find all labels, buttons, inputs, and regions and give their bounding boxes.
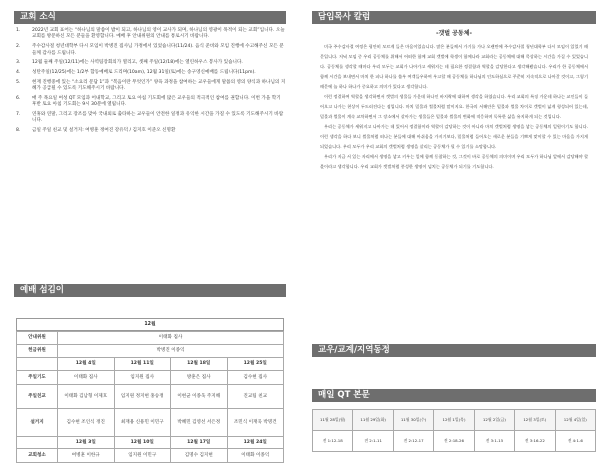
news-item-number: 7. bbox=[16, 111, 21, 117]
qt-passage: 전 4:1-6 bbox=[555, 431, 595, 452]
news-item-text: 금일 주일 친교 및 설거지: 여병훈 정여진 강유덕 / 김지호 이준오 신명환 bbox=[32, 127, 176, 133]
duty-cell: 여병훈 이한규 bbox=[58, 449, 115, 463]
date-cell: 12월 4일 bbox=[58, 358, 115, 371]
offering-row bbox=[17, 345, 284, 358]
column-paragraph: 우리가 지금 서 있는 자리에서 생명을 낳고 키우는 일에 함께 동참하는 것, 그것이 바로 공동체의 의미이며 우리 모두가 하나님 앞에서 감당해야 할 몫이라고 생각합니다. 우리 교회가 갯벌처럼 풍성한 생명이 넘치는 공동체가 되기를 기도합니다. bbox=[320, 154, 588, 169]
row-label: 주일기도 bbox=[17, 371, 58, 385]
qt-passage-row bbox=[313, 431, 596, 452]
column-title: -갯벌 공동체- bbox=[435, 30, 473, 37]
news-item bbox=[16, 44, 286, 57]
qt-passage: 전 2:1-11 bbox=[353, 431, 393, 452]
news-item bbox=[16, 128, 286, 134]
qt-passage: 전 2:12-17 bbox=[393, 431, 433, 452]
duty-cell: 김수현 조인식 정진 bbox=[58, 409, 115, 437]
news-item bbox=[16, 80, 286, 93]
news-item-number: 5. bbox=[16, 79, 21, 85]
date-cell: 12월 3일 bbox=[58, 437, 115, 449]
date-cell: 12월 18일 bbox=[171, 358, 228, 371]
news-item-number: 4. bbox=[16, 69, 21, 75]
column-paragraph: 이런 정결하여 역할을 생각하면서 갯벌의 생물들 가운데 하나인 바지락에 대하여 생각을 하였습니다. 우리 교회의 특징 가운데 하나는 교인들이 들어오고 나가는 현상이 두드러진다는 점입니다. 마치 밀물과 썰물처럼 말이지요. 한국의 서해안은 밀물과 썰물 차이로 갯벌이 넓게 형성되어 있는데, 밀물과 썰물이 계속 교차하면서 그 장소에서 살아가는 생물들은 밀물과 썰물의 변화에 적응하며 독특한 삶을 유지하게 되는 것입니다. bbox=[320, 94, 588, 119]
fellowship-row bbox=[17, 385, 284, 409]
news-item-text: 연휴와 연말, 그리고 장조를 맞아 국내외로 출타하는 교우들이 안전한 일정과 유익한 시간을 가질 수 있도록 기도해주시기 바랍니다. bbox=[32, 111, 284, 124]
news-item-number: 1. bbox=[16, 28, 21, 33]
duty-cell: 진교팀 친교 bbox=[227, 385, 284, 409]
offering-label: 헌금위원 bbox=[17, 345, 58, 358]
news-header bbox=[14, 11, 286, 24]
qt-day-row bbox=[313, 410, 596, 431]
date-row bbox=[17, 358, 284, 371]
news-item-text: 2022년 교회 표어는 “하나님의 말씀이 밥이 되고, 하나님의 영이 교사가 되며, 하나님의 영광이 목적이 되는 교회”입니다. 오늘 교회를 방문하신 모든 분들을 환영합니다. 예배 후 안내위원의 안내를 통로시기 바랍니다. bbox=[32, 28, 285, 40]
qt-day: 11월 29일(화) bbox=[353, 410, 393, 431]
usher-label: 안내위원 bbox=[17, 332, 58, 345]
qt-passage: 전 2:18-26 bbox=[434, 431, 474, 452]
duty-cell: 임지원 집사 bbox=[114, 371, 171, 385]
qt-header bbox=[312, 389, 596, 402]
date-cell: 12월 11일 bbox=[114, 358, 171, 371]
qt-day: 12월 4일(일) bbox=[555, 410, 595, 431]
news-item-number: 8. bbox=[16, 127, 21, 133]
qt-day: 12월 2일(금) bbox=[474, 410, 514, 431]
qt-passage: 전 1:12-18 bbox=[313, 431, 353, 452]
qt-header-title: 매일 QT 본문 bbox=[318, 390, 370, 400]
duty-cell: 김명수 김지현 bbox=[171, 449, 228, 463]
qt-passage: 전 3:1-15 bbox=[474, 431, 514, 452]
column-header-title: 담임목사 칼럼 bbox=[318, 12, 371, 22]
news-item-number: 6. bbox=[16, 95, 21, 101]
dishes-row bbox=[17, 409, 284, 437]
row-label: 주일친교 bbox=[17, 385, 58, 409]
duty-cell: 임지원 정지현 홍승정 bbox=[114, 385, 171, 409]
news-item-text: 주수감사절 청년대학부 다시 모임이 박병진 집사님 가정에서 있었습니다(11/24). 음식 준비와 모임 진행에 수고해주신 모든 분들께 감사를 드립니다. bbox=[32, 44, 284, 56]
local-news-header bbox=[312, 344, 596, 357]
date-cell: 12월 10일 bbox=[114, 437, 171, 449]
duty-cell: 이태화 김남형 이제호 bbox=[58, 385, 115, 409]
duty-cell: 이현균 이종욱 주지해 bbox=[171, 385, 228, 409]
duty-header bbox=[14, 284, 286, 297]
row-label: 설거지 bbox=[17, 409, 58, 437]
qt-day: 11월 28일(월) bbox=[313, 410, 353, 431]
news-item bbox=[16, 60, 286, 66]
qt-passage: 전 3:16-22 bbox=[515, 431, 555, 452]
news-list bbox=[16, 28, 286, 138]
news-item bbox=[16, 96, 286, 109]
column-body bbox=[320, 42, 588, 172]
news-item bbox=[16, 70, 286, 76]
duty-cell: 김수현 집사 bbox=[227, 371, 284, 385]
duty-cell: 방훈은 집사 bbox=[171, 371, 228, 385]
duty-month: 12월 bbox=[16, 318, 284, 331]
news-item-number: 3. bbox=[16, 60, 21, 66]
duty-header-title: 예배 섬김이 bbox=[20, 285, 65, 295]
date-cell: 12월 17일 bbox=[171, 437, 228, 449]
duty-cell: 이태화 집사 bbox=[58, 371, 115, 385]
news-item-text: 성탄주일(12/25)에는 1/2부 합동예배로 드리며(10am), 12월 31일(토)에는 송구영신예배를 드립니다(11pm). bbox=[32, 69, 256, 75]
news-item bbox=[16, 28, 286, 41]
duty-cell: 박혜민 김영선 서은정 bbox=[171, 409, 228, 437]
news-item bbox=[16, 112, 286, 125]
row-label: 교회청소 bbox=[17, 449, 58, 463]
news-item-text: 현재 진행중에 있는 “소요리 문답 1”과 “복음이란 무엇인가” 양육 과정을 참여하는 교우들에게 말씀의 영의 양식과 하나님의 지혜가 공급될 수 있도록 기도해주시기 바랍니다. bbox=[32, 79, 286, 92]
duty-cell: 최재용 신용민 이민구 bbox=[114, 409, 171, 437]
news-header-title: 교회 소식 bbox=[20, 12, 56, 22]
usher-row bbox=[17, 332, 284, 345]
date-corner bbox=[17, 437, 58, 449]
duty-table bbox=[16, 331, 284, 463]
usher-value: 이태화 집사 bbox=[58, 332, 284, 345]
qt-day: 12월 3일(토) bbox=[515, 410, 555, 431]
prayer-row bbox=[17, 371, 284, 385]
local-news-header-title: 교우/교계/지역동정 bbox=[318, 345, 390, 355]
date-cell: 12월 24일 bbox=[227, 437, 284, 449]
duty-cell: 임지원 이민구 bbox=[114, 449, 171, 463]
news-item-text: 매 주 목요일 여성 QT 모임과 어내학교, 그리고 토요 아침 기도회에 많은 교우들의 적극적인 참여를 권합니다. 이번 가을 학기 후반 토요 아침 기도회는 9시 30분에 열립니다. bbox=[32, 95, 281, 108]
date-cell: 12월 25일 bbox=[227, 358, 284, 371]
duty-cell: 조민식 이재욱 박명건 bbox=[227, 409, 284, 437]
offering-value: 박병진 이종익 bbox=[58, 345, 284, 358]
qt-table bbox=[312, 409, 596, 452]
duty-cell: 이태화 이종익 bbox=[227, 449, 284, 463]
cleaning-date-row bbox=[17, 437, 284, 449]
column-paragraph: 미국 주수감사절 여정은 평안히 모르게 들은 마음이었습니다. 많은 분들께서 가기를 가나 오랜만에 주수감사절 청년대학부 다시 모임이 있었기 때문입니다. 저녁 모임 중 우리 공동체를 위해서 어떠한 함께 교회 갯벌에 학생이 함께나라 교회라는 공동체에 대해 묵상하는 시간을 가질 수 있었습니다. 공동체를 생각할 때마다 우리 모두는 교회가 나아가고 세워지는 데 필요한 정결함과 역할을 감당한다고 생각해봤습니다. 우리가 한 공동체에서 함께 시간을 보내면서 마치 한 피나 하나를 쓸우 여객들우하여 우고할 때 공동체를 하나님의 인도하심으로 꾸준히 지속적으로 나아갈 것이고, 그렇기 때문에 늘 하나 하나가 중요하고 의미가 있다고 생각합니다. bbox=[320, 44, 589, 89]
qt-day: 11월 30일(수) bbox=[393, 410, 433, 431]
column-header bbox=[312, 11, 596, 24]
date-corner bbox=[17, 358, 58, 371]
cleaning-row bbox=[17, 449, 284, 463]
news-item-text: 12월 둘째 주일(12/11)에는 사역팀장회의가 열리고, 셋째 주일(12/18)에는 열린하우스 봉사가 있습니다. bbox=[32, 60, 243, 66]
news-item-number: 2. bbox=[16, 44, 21, 50]
column-paragraph: 우리는 공동체가 세워지고 나아가는 데 있어서 정결함이라 역할이 감당하는 것이 아니라 마치 갯벌처럼 생명을 낳는 공동체의 일원이기도 합니다. 이런 생각을 하다 보니 썰물처럼 떠나는 분들에 대해 아쉬움을 가지기보다, 밀물처럼 들어오는 새로운 분들을 기쁘게 맞이할 수 있는 마음을 가지게 되었습니다. 우리 모두가 우리 교회의 갯벌처럼 생명을 살리는 공동체가 될 수 있기를 소망합니다. bbox=[320, 124, 588, 149]
qt-day: 12월 1일(목) bbox=[434, 410, 474, 431]
